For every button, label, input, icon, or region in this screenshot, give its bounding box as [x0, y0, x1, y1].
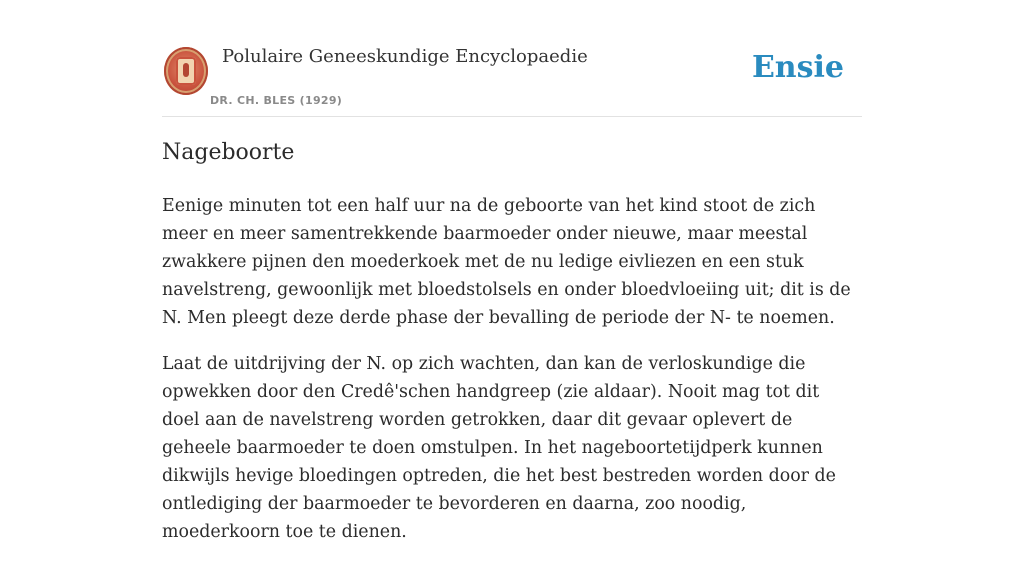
entry-body	[162, 192, 862, 564]
entry-paragraph: Laat de uitdrijving der N. op zich wachten, dan kan de verloskundige die opwekken door den Credê'schen handgreep (zie aldaar). Nooit mag tot dit doel aan de navelstreng worden getrokken, daar dit gevaar oplevert de geheele baarmoeder te doen omstulpen. In het nageboortetijdperk kunnen dikwijls hevige bloedingen optreden, die het best bestreden worden door de ontlediging der baarmoeder te bevorderen en daarna, zoo noodig, moederkoorn toe te dienen.	[162, 354, 836, 542]
site-author: DR. CH. BLES (1929)	[210, 94, 343, 107]
entry-paragraph: Eenige minuten tot een half uur na de geboorte van het kind stoot de zich meer en meer samentrekkende baarmoeder onder nieuwe, maar meestal zwakkere pijnen den moederkoek met de nu ledige eivliezen en een stuk navelstreng, gewoonlijk met bloedstolsels en onder bloedvloeiing uit; dit is de N. Men pleegt deze derde phase der bevalling de periode der N- te noemen.	[162, 196, 851, 328]
entry-title: Nageboorte	[162, 140, 295, 165]
site-header	[162, 0, 862, 117]
site-title[interactable]: Polulaire Geneeskundige Encyclopaedie	[222, 46, 588, 67]
encyclopedia-seal-icon[interactable]	[164, 47, 208, 95]
seal-figure	[176, 57, 196, 85]
brand-logo[interactable]: Ensie	[751, 50, 844, 85]
